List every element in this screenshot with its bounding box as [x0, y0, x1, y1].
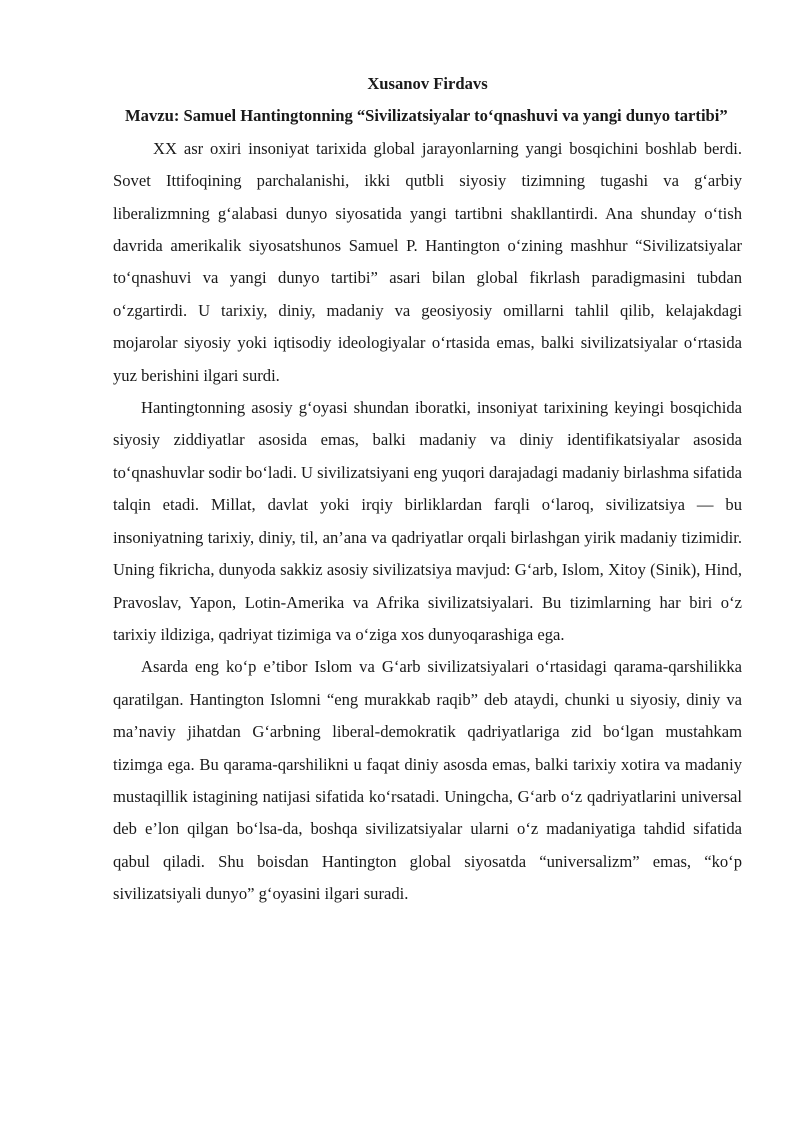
document-topic: Mavzu: Samuel Hantingtonning “Sivilizatsiyalar to‘qnashuvi va yangi dunyo tartibi”: [125, 106, 728, 126]
document-body: [113, 68, 742, 911]
paragraph-1: XX asr oxiri insoniyat tarixida global jarayonlarning yangi bosqichini boshlab berdi. Sovet Ittifoqining parchalanishi, ikki qutbli siyosiy tizimning tugashi va g‘arbiy liberalizmning g‘alabasi dunyo siyosatida yangi tartibni shakllantirdi. Ana shunday o‘tish davrida amerikalik siyosatshunos Samuel P. Hantington o‘zining mashhur “Sivilizatsiyalar to‘qnashuvi va yangi dunyo tartibi” asari bilan global fikrlash paradigmasini tubdan o‘zgartirdi. U tarixiy, diniy, madaniy va geosiyosiy omillarni tahlil qilib, kelajakdagi mojarolar siyosiy yoki iqtisodiy ideologiyalar o‘rtasida emas, balki sivilizatsiyalar o‘rtasida yuz berishini ilgari surdi.: [113, 138, 742, 385]
author-name: Xusanov Firdavs: [367, 74, 488, 93]
paragraph-3: Asarda eng ko‘p e’tibor Islom va G‘arb sivilizatsiyalari o‘rtasidagi qarama-qarshilikka qaratilgan. Hantington Islomni “eng murakkab raqib” deb ataydi, chunki u siyosiy, diniy va ma’naviy jihatdan G‘arbning liberal-demokratik qadriyatlariga zid bo‘lgan mustahkam tizimga ega. Bu qarama-qarshilikni u faqat diniy asosda emas, balki tarixiy xotira va madaniy mustaqillik istagining natijasi sifatida ko‘rsatadi. Uningcha, G‘arb o‘z qadriyatlarini universal deb e’lon qilgan bo‘lsa-da, boshqa sivilizatsiyalar ularni o‘z madaniyatiga tahdid sifatida qabul qiladi. Shu boisdan Hantington global siyosatda “universalizm” emas, “ko‘p sivilizatsiyali dunyo” g‘oyasini ilgari suradi.: [113, 657, 742, 904]
paragraph-2: Hantingtonning asosiy g‘oyasi shundan iboratki, insoniyat tarixining keyingi bosqichida siyosiy ziddiyatlar asosida emas, balki madaniy va diniy identifikatsiyalar asosida to‘qnashuvlar sodir bo‘ladi. U sivilizatsiyani eng yuqori darajadagi madaniy birlashma sifatida talqin etadi. Millat, davlat yoki irqiy birliklardan farqli o‘laroq, sivilizatsiya — bu insoniyatning tarixiy, diniy, til, an’ana va qadriyatlar orqali birlashgan yirik madaniy tizimidir. Uning fikricha, dunyoda sakkiz asosiy sivilizatsiya mavjud: G‘arb, Islom, Xitoy (Sinik), Hind, Pravoslav, Yapon, Lotin-Amerika va Afrika sivilizatsiyalari. Bu tizimlarning har biri o‘z tarixiy ildiziga, qadriyat tizimiga va o‘ziga xos dunyoqarashiga ega.: [113, 398, 743, 644]
